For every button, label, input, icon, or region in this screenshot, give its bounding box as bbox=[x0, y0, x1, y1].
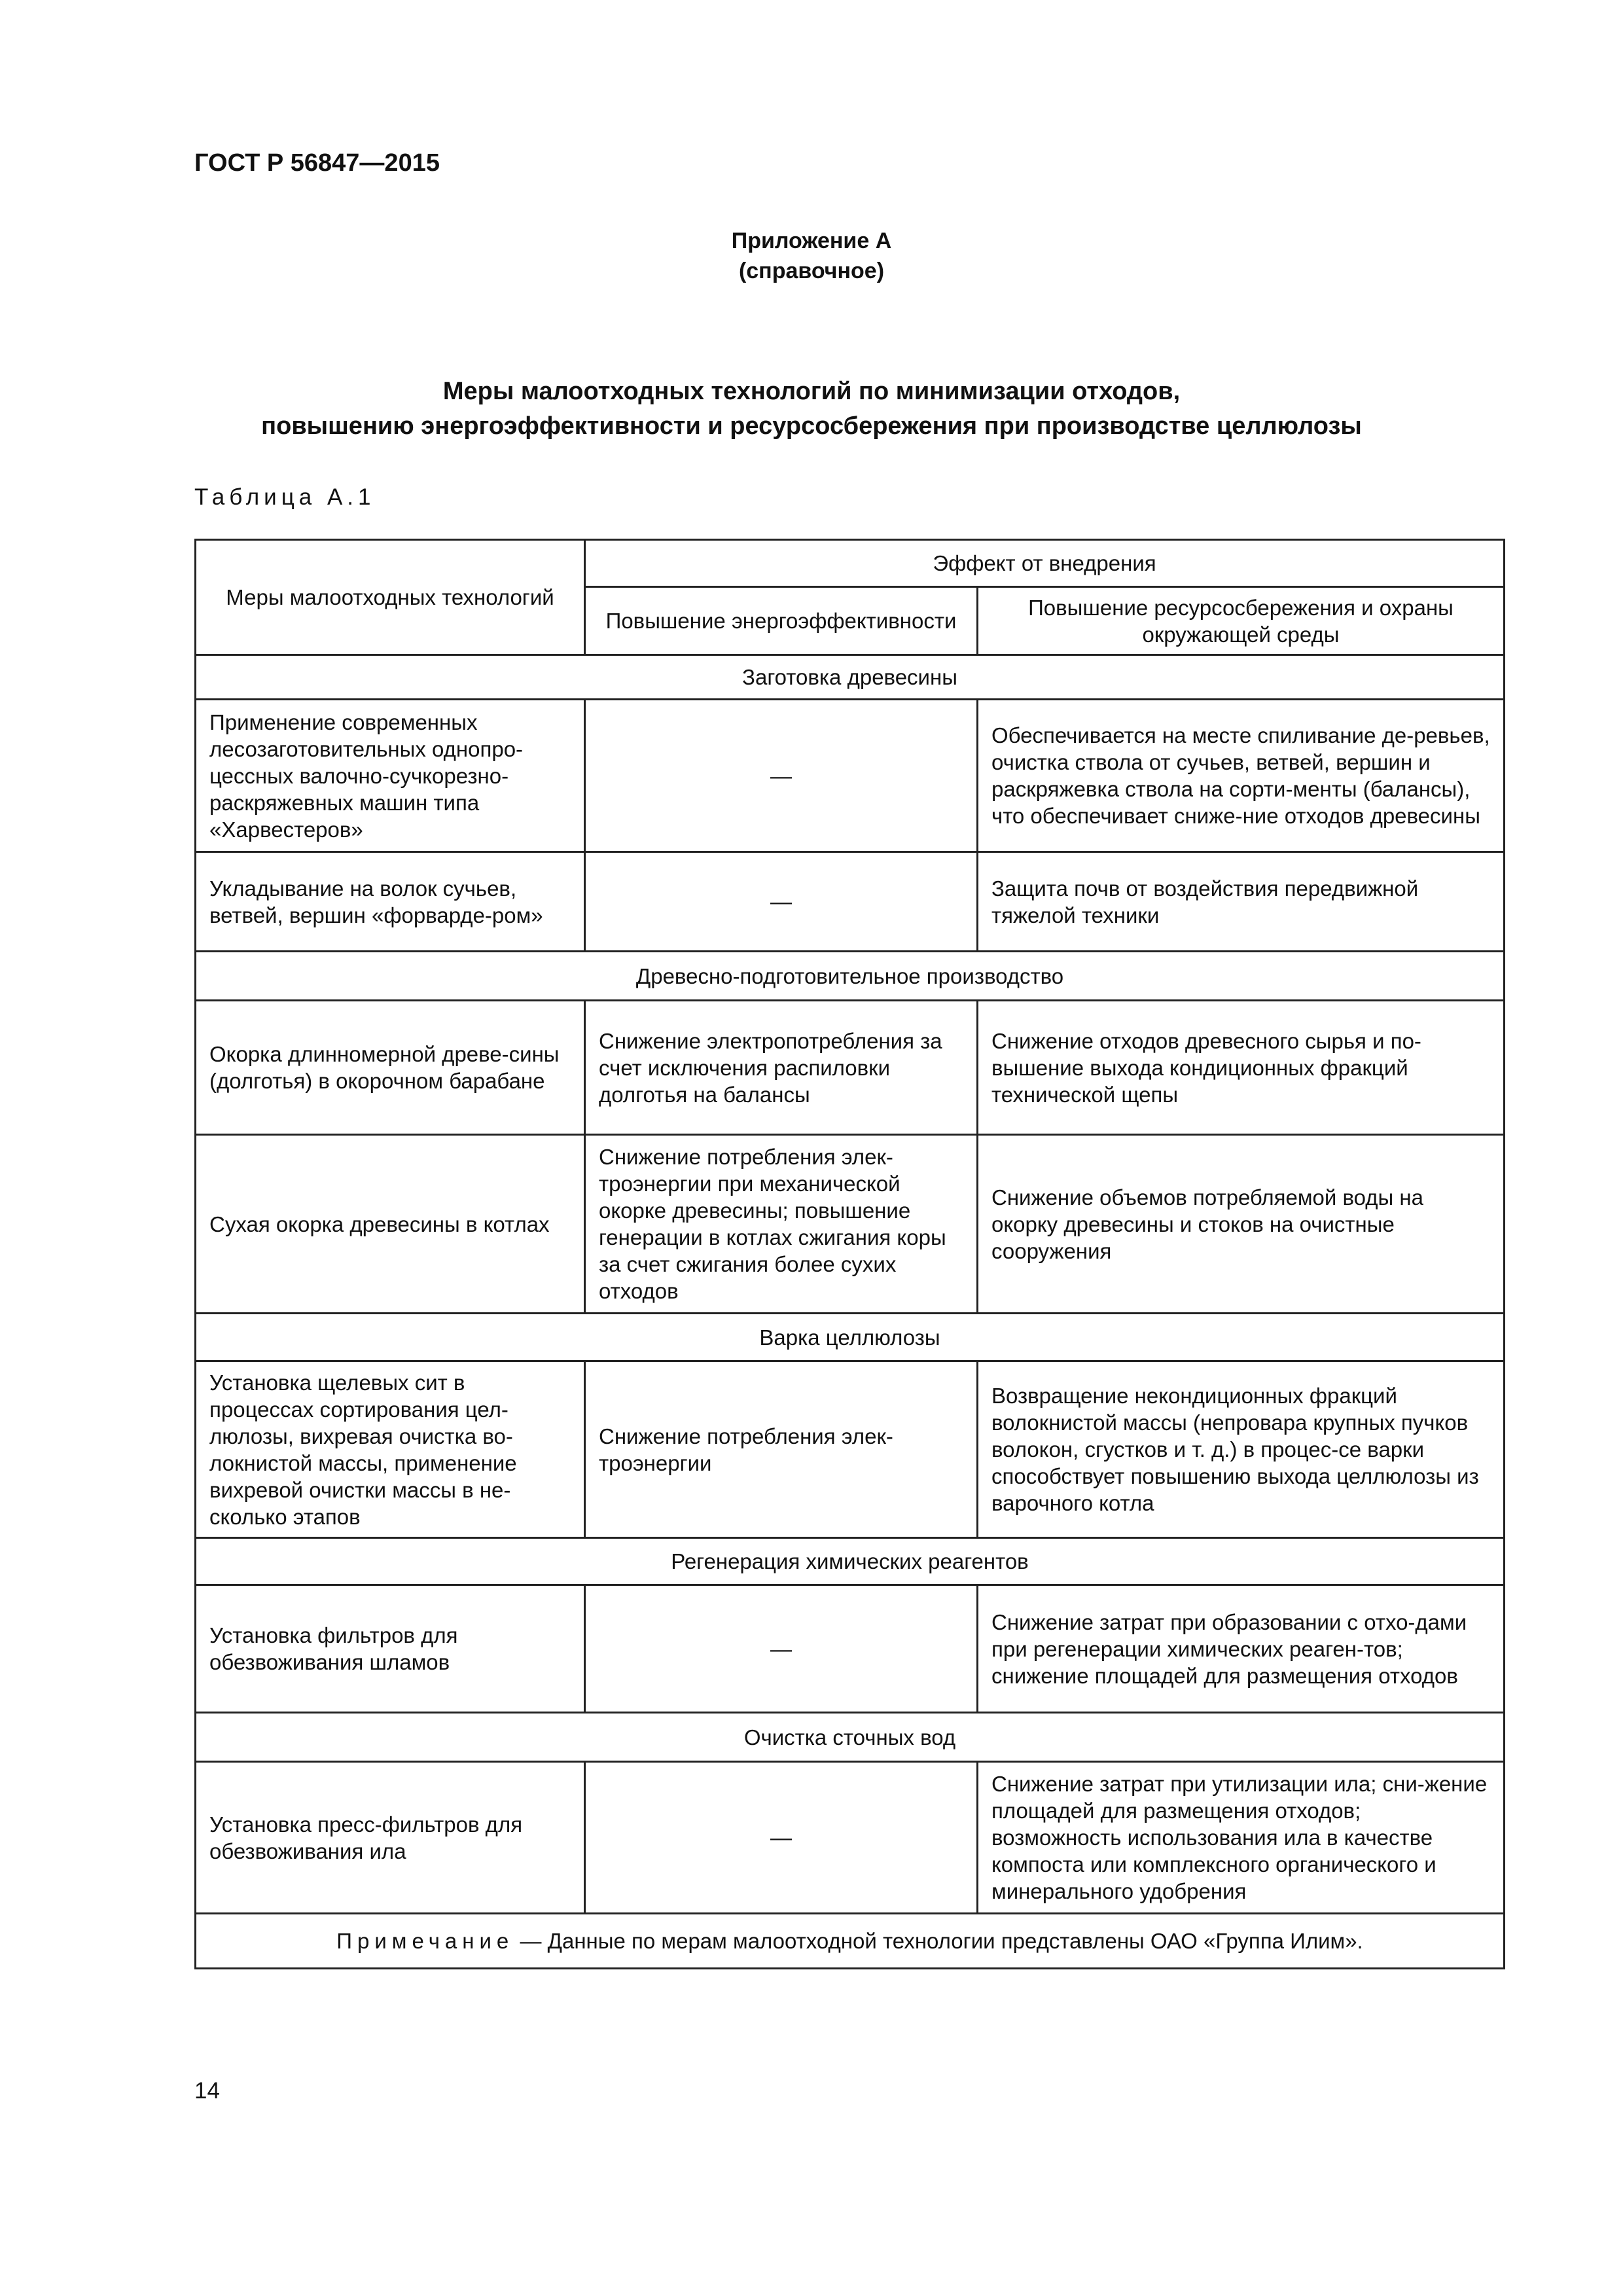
energy-cell: — bbox=[585, 852, 978, 952]
measures-table bbox=[194, 539, 1505, 1969]
table-row bbox=[196, 1135, 1505, 1314]
energy-cell: Снижение электропотребления за счет исключения распиловки долготья на балансы bbox=[585, 1001, 978, 1135]
measure-cell: Сухая окорка древесины в котлах bbox=[196, 1135, 585, 1314]
section-row bbox=[196, 1314, 1505, 1361]
section-row bbox=[196, 655, 1505, 700]
section-row bbox=[196, 952, 1505, 1001]
table-label: Таблица А.1 bbox=[194, 484, 376, 510]
resource-cell: Снижение затрат при утилизации ила; сни-жение площадей для размещения отходов; возможность использования ила в качестве компоста или комплексного органического и минерального удобрения bbox=[978, 1762, 1505, 1914]
resource-cell: Снижение объемов потребляемой воды на окорку древесины и стоков на очистные сооружения bbox=[978, 1135, 1505, 1314]
header-effect: Эффект от внедрения bbox=[585, 540, 1505, 587]
energy-cell: Снижение потребления элек-троэнергии bbox=[585, 1361, 978, 1538]
header-energy: Повышение энергоэффективности bbox=[585, 587, 978, 655]
resource-cell: Обеспечивается на месте спиливание де-ревьев, очистка ствола от сучьев, ветвей, вершин и раскряжевка ствола на сорти-менты (балансы), что обеспечивает сниже-ние отходов древесины bbox=[978, 700, 1505, 852]
section-row bbox=[196, 1538, 1505, 1585]
section-title: Регенерация химических реагентов bbox=[196, 1538, 1505, 1585]
table-row bbox=[196, 1585, 1505, 1713]
measure-cell: Установка щелевых сит в процессах сортирования цел-люлозы, вихревая очистка во-локнистой массы, применение вихревой очистки массы в не-сколько этапов bbox=[196, 1361, 585, 1538]
energy-cell: Снижение потребления элек-троэнергии при механической окорке древесины; повышение генерации в котлах сжигания коры за счет сжигания более сухих отходов bbox=[585, 1135, 978, 1314]
measure-cell: Установка фильтров для обезвоживания шламов bbox=[196, 1585, 585, 1713]
resource-cell: Возвращение некондиционных фракций волокнистой массы (непровара крупных пучков волокон, сгустков и т. д.) в процес-се варки способствует повышению выхода целлюлозы из варочного котла bbox=[978, 1361, 1505, 1538]
header-resource: Повышение ресурсосбережения и охраны окружающей среды bbox=[978, 587, 1505, 655]
note-label: Примечание bbox=[336, 1929, 514, 1953]
appendix-title: Приложение А bbox=[731, 228, 892, 253]
table-row bbox=[196, 1001, 1505, 1135]
appendix-type: (справочное) bbox=[738, 259, 885, 283]
section-title: Древесно-подготовительное производство bbox=[196, 952, 1505, 1001]
energy-cell: — bbox=[585, 1585, 978, 1713]
energy-cell: — bbox=[585, 1762, 978, 1914]
measure-cell: Применение современных лесозаготовительных однопро-цессных валочно-сучкорезно-раскряжевных машин типа «Харвестеров» bbox=[196, 700, 585, 852]
section-row bbox=[196, 1713, 1505, 1762]
header-measures: Меры малоотходных технологий bbox=[196, 540, 585, 655]
page-title-line-2: повышению энергоэффективности и ресурсосбережения при производстве целлюлозы bbox=[261, 412, 1362, 440]
section-title: Заготовка древесины bbox=[196, 655, 1505, 700]
table-row bbox=[196, 852, 1505, 952]
table-row bbox=[196, 700, 1505, 852]
measure-cell: Установка пресс-фильтров для обезвоживания ила bbox=[196, 1762, 585, 1914]
table-note bbox=[196, 1914, 1505, 1969]
note-text: — Данные по мерам малоотходной технологии представлены ОАО «Группа Илим». bbox=[514, 1929, 1363, 1953]
page-number: 14 bbox=[194, 2078, 220, 2104]
document-number: ГОСТ Р 56847—2015 bbox=[194, 149, 440, 177]
section-title: Очистка сточных вод bbox=[196, 1713, 1505, 1762]
resource-cell: Снижение отходов древесного сырья и по-вышение выхода кондиционных фракций технической щепы bbox=[978, 1001, 1505, 1135]
energy-cell: — bbox=[585, 700, 978, 852]
header-row bbox=[196, 540, 1505, 587]
measure-cell: Укладывание на волок сучьев, ветвей, вершин «форварде-ром» bbox=[196, 852, 585, 952]
table-row bbox=[196, 1762, 1505, 1914]
measure-cell: Окорка длинномерной древе-сины (долготья) в окорочном барабане bbox=[196, 1001, 585, 1135]
resource-cell: Снижение затрат при образовании с отхо-дами при регенерации химических реаген-тов; снижение площадей для размещения отходов bbox=[978, 1585, 1505, 1713]
section-title: Варка целлюлозы bbox=[196, 1314, 1505, 1361]
table-row bbox=[196, 1361, 1505, 1538]
note-row bbox=[196, 1914, 1505, 1969]
resource-cell: Защита почв от воздействия передвижной тяжелой техники bbox=[978, 852, 1505, 952]
page-title-line-1: Меры малоотходных технологий по минимизации отходов, bbox=[442, 378, 1181, 405]
